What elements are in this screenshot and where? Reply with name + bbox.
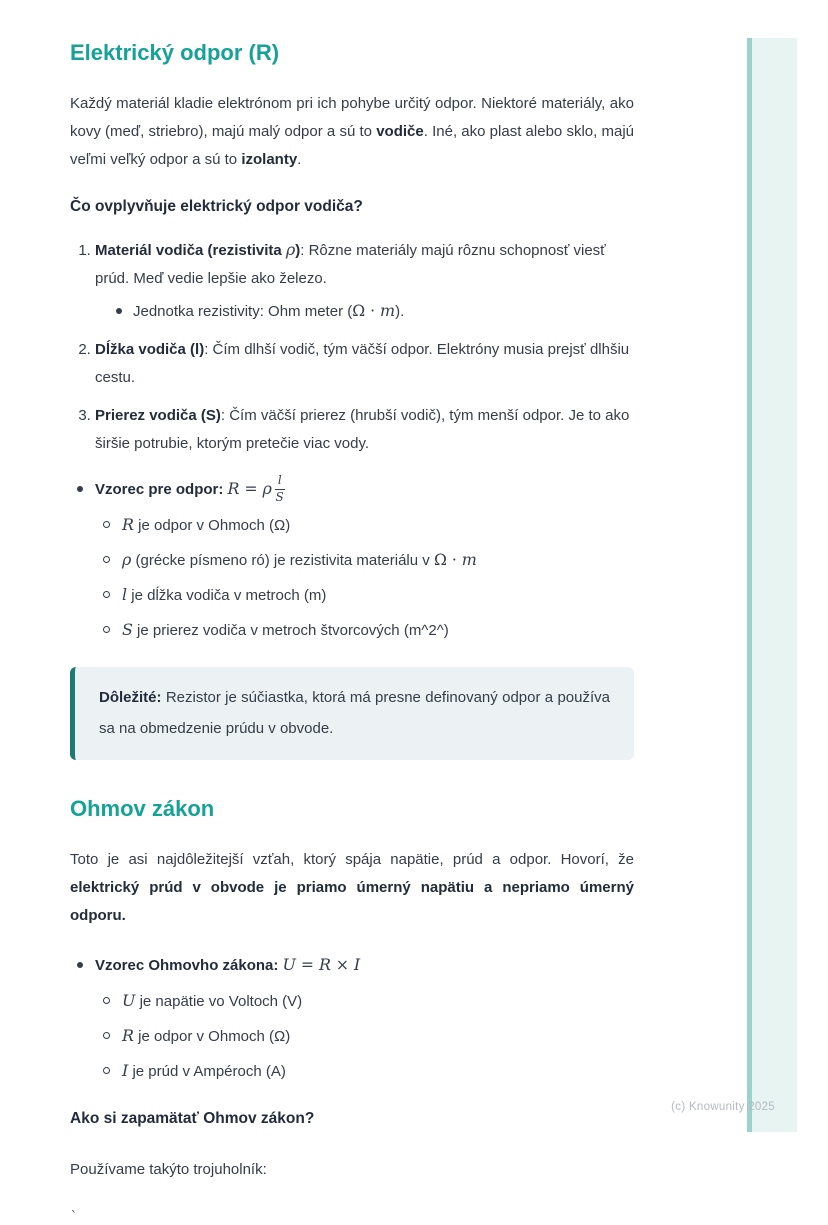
list-item-term — [122, 616, 634, 645]
math-var-I: I — [353, 955, 361, 974]
intro-text-2: . Iné, ako plast alebo sklo, majú veľmi veľký odpor a sú to — [70, 123, 634, 168]
list-item-unit — [133, 297, 634, 326]
unit-text-2: ). — [395, 303, 405, 320]
math-var: R — [122, 1026, 134, 1045]
factor-bold: Materiál vodiča (rezistivita — [95, 242, 286, 259]
math-omega: Ω · — [352, 302, 381, 320]
list-item-term — [122, 546, 634, 575]
section-title-ohmov-zakon: Ohmov zákon — [70, 796, 215, 821]
list-item-term — [122, 511, 634, 540]
section-title-elektricky-odpor: Elektrický odpor (R) — [70, 40, 280, 65]
math-var-U: U — [282, 955, 296, 974]
triangle-intro-paragraph: Používame takýto trojuholník: — [70, 1161, 267, 1178]
math-var: ρ — [122, 550, 132, 569]
ohm-intro-text: Toto je asi najdôležitejší vzťah, ktorý spája napätie, prúd a odpor. Hovorí, že — [70, 851, 634, 868]
subheading-factors-question: Čo ovplyvňuje elektrický odpor vodiča? — [70, 198, 363, 215]
subheading-memorize-question: Ako si zapamätať Ohmov zákon? — [70, 1110, 315, 1127]
term-text: je dĺžka vodiča v metroch (m) — [127, 587, 327, 604]
math-equals: = — [239, 480, 263, 498]
intro-text-1: Každý materiál kladie elektrónom pri ich pohybe určitý odpor. Niektoré materiály, ako kovy (meď, striebro), majú malý odpor a sú to — [70, 95, 634, 140]
list-item-term — [122, 1022, 634, 1051]
term-text: je prierez vodiča v metroch štvorcových (m^2^) — [132, 622, 449, 639]
term-text: je odpor v Ohmoch (Ω) — [133, 517, 291, 534]
math-var: l — [122, 585, 128, 604]
math-var: U — [122, 991, 136, 1010]
math-var-m: m — [380, 301, 396, 320]
math-var-m: m — [461, 550, 477, 569]
intro-bold-izolanty: izolanty — [241, 151, 298, 168]
term-text: je odpor v Ohmoch (Ω) — [133, 1028, 291, 1045]
factor-text: : Rôzne materiály majú rôznu schopnosť viesť prúd. Meď vedie lepšie ako železo. — [95, 242, 606, 287]
ohm-intro-paragraph — [70, 846, 634, 930]
term-text: (grécke písmeno ró) je rezistivita materiálu v — [131, 552, 434, 569]
formula-fraction — [275, 472, 285, 504]
list-item-term — [122, 1057, 634, 1086]
list-item-cross-section — [95, 402, 634, 458]
math-var-rho: ρ — [262, 479, 272, 498]
list-item-term — [122, 581, 634, 610]
callout-box — [70, 667, 634, 760]
fraction-numerator: l — [275, 475, 285, 490]
factor-bold: Prierez vodiča (S) — [95, 407, 221, 424]
intro-paragraph — [70, 90, 634, 174]
math-times: × — [330, 956, 354, 974]
intro-bold-vodice: vodiče — [376, 123, 424, 140]
list-item-length — [95, 336, 634, 392]
ohm-intro-bold: elektrický prúd v obvode je priamo úmerný napätiu a nepriamo úmerný odporu. — [70, 879, 634, 924]
list-item-formula — [70, 474, 634, 645]
math-var-R: R — [318, 955, 331, 974]
formula-terms-list — [95, 511, 634, 645]
factor-text: : Čím väčší prierez (hrubší vodič), tým menší odpor. Je to ako širšie potrubie, ktorým pretečie viac vody. — [95, 407, 630, 452]
list-item-material — [95, 236, 634, 326]
ohm-formula-list — [70, 950, 634, 1086]
math-equals: = — [295, 956, 319, 974]
math-var-rho: ρ — [285, 240, 296, 259]
formula-label: Vzorec Ohmovho zákona: — [95, 957, 283, 974]
stray-backtick: ` — [70, 1210, 78, 1225]
factor-bold: Dĺžka vodiča (l) — [95, 341, 205, 358]
formula-terms-list — [95, 987, 634, 1086]
factor-bold-close: ) — [295, 242, 301, 259]
factors-list — [70, 236, 634, 458]
term-text: je prúd v Ampéroch (A) — [128, 1063, 286, 1080]
term-text: je napätie vo Voltoch (V) — [135, 993, 303, 1010]
list-item-formula — [70, 950, 634, 1086]
side-stripe — [747, 38, 797, 1132]
fraction-denominator: S — [275, 489, 284, 504]
nested-list — [95, 297, 634, 326]
callout-text: Rezistor je súčiastka, ktorá má presne definovaný odpor a používa sa na obmedzenie prúdu v obvode. — [99, 689, 610, 737]
factor-text: : Čím dlhší vodič, tým väčší odpor. Elektróny musia prejsť dlhšiu cestu. — [95, 341, 630, 386]
math-var: R — [122, 515, 134, 534]
formula-label: Vzorec pre odpor: — [95, 481, 228, 498]
callout-label: Dôležité: — [99, 689, 162, 706]
math-var: S — [122, 620, 133, 639]
math-omega: Ω · — [433, 551, 462, 569]
math-var: I — [122, 1061, 129, 1080]
unit-text-1: Jednotka rezistivity: Ohm meter ( — [133, 303, 353, 320]
resistance-formula-list — [70, 474, 634, 645]
intro-text-3: . — [297, 151, 302, 168]
footer-credit: (c) Knowunity 2025 — [671, 1101, 775, 1113]
document-content — [70, 40, 634, 1225]
math-var-R: R — [227, 479, 240, 498]
list-item-term — [122, 987, 634, 1016]
